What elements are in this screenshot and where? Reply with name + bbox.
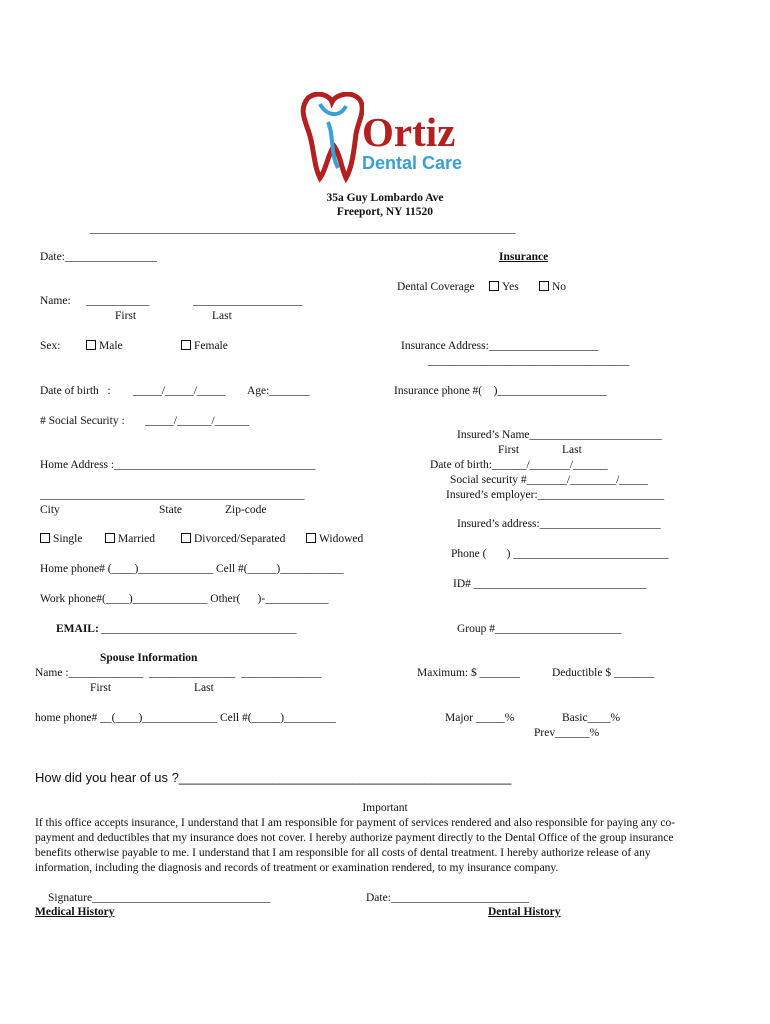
- widowed-option[interactable]: Widowed: [306, 532, 363, 546]
- important-text-line: information, including the diagnosis and records of treatment or examination rendered, to my insurance company.: [35, 862, 559, 874]
- female-checkbox[interactable]: [181, 340, 191, 350]
- coverage-no-checkbox[interactable]: [539, 281, 549, 291]
- spouse-last-caption: Last: [194, 682, 214, 694]
- coverage-yes-option[interactable]: Yes: [489, 280, 519, 294]
- work-phone-field[interactable]: Work phone#(____)_____________ Other( )-___________: [40, 593, 329, 605]
- basic-percent-field[interactable]: Basic____%: [562, 712, 621, 724]
- insured-address-field[interactable]: Insured’s address:_____________________: [457, 518, 661, 530]
- email-label: EMAIL:: [56, 623, 99, 635]
- office-address-line2: Freeport, NY 11520: [336, 206, 434, 218]
- divorced-option[interactable]: Divorced/Separated: [181, 532, 285, 546]
- spouse-name-field[interactable]: Name :_____________ _______________ ______________: [35, 667, 322, 679]
- name-label: Name:: [40, 295, 71, 307]
- female-option[interactable]: Female: [181, 339, 228, 353]
- home-phone-field[interactable]: Home phone# (____)_____________ Cell #(_____)___________: [40, 563, 344, 575]
- dental-history-heading: Dental History: [488, 906, 561, 918]
- referral-field[interactable]: How did you hear of us ?______________________________________________: [35, 770, 512, 785]
- insured-name-field[interactable]: Insured’s Name_______________________: [457, 429, 662, 441]
- insurance-address-line2-field[interactable]: ___________________________________: [428, 355, 630, 367]
- group-number-field[interactable]: Group #______________________: [457, 623, 622, 635]
- dob-field[interactable]: _____/_____/_____: [133, 385, 226, 397]
- medical-history-heading: Medical History: [35, 906, 115, 918]
- dob-label: Date of birth :: [40, 385, 111, 397]
- zip-caption: Zip-code: [225, 504, 267, 516]
- important-text-line: payment and deductibles that my insurance does not cover. I hereby authorize payment directly to the Dental Office of the group insurance: [35, 832, 674, 844]
- prev-percent-field[interactable]: Prev______%: [534, 727, 600, 739]
- last-name-field[interactable]: ___________________: [193, 295, 303, 307]
- ssn-label: # Social Security :: [40, 415, 125, 427]
- single-checkbox[interactable]: [40, 533, 50, 543]
- insurance-phone-field[interactable]: Insurance phone #( )___________________: [394, 385, 607, 397]
- email-field[interactable]: __________________________________: [101, 623, 297, 635]
- home-address-field[interactable]: Home Address :___________________________________: [40, 459, 316, 471]
- married-checkbox[interactable]: [105, 533, 115, 543]
- coverage-no-option[interactable]: No: [539, 280, 566, 294]
- date-field[interactable]: Date:________________: [40, 251, 157, 263]
- maximum-field[interactable]: Maximum: $ _______: [417, 667, 520, 679]
- first-name-caption: First: [115, 310, 137, 322]
- logo-wordmark: Ortiz: [362, 109, 456, 155]
- insured-phone-field[interactable]: Phone ( ) ___________________________: [451, 548, 669, 560]
- state-caption: State: [159, 504, 182, 516]
- insured-last-caption: Last: [562, 444, 582, 456]
- married-option[interactable]: Married: [105, 532, 155, 546]
- last-name-caption: Last: [212, 310, 232, 322]
- insured-dob-field[interactable]: Date of birth:______/_______/______: [430, 459, 608, 471]
- ssn-field[interactable]: _____/______/______: [145, 415, 250, 427]
- divorced-checkbox[interactable]: [181, 533, 191, 543]
- city-caption: City: [40, 504, 60, 516]
- first-name-field[interactable]: ___________: [86, 295, 150, 307]
- insured-first-caption: First: [498, 444, 520, 456]
- insurance-address-field[interactable]: Insurance Address:___________________: [401, 340, 599, 352]
- deductible-field[interactable]: Deductible $ _______: [552, 667, 655, 679]
- signature-date-field[interactable]: Date:________________________: [366, 892, 529, 904]
- insurance-id-field[interactable]: ID# ______________________________: [453, 578, 647, 590]
- header-rule: __________________________________________________________________________: [90, 223, 516, 235]
- major-percent-field[interactable]: Major _____%: [445, 712, 515, 724]
- tooth-icon: [300, 92, 364, 184]
- widowed-checkbox[interactable]: [306, 533, 316, 543]
- address-line2-field[interactable]: ______________________________________________: [40, 489, 305, 501]
- insurance-title: Insurance: [499, 251, 549, 263]
- spouse-phone-field[interactable]: home phone# __(____)_____________ Cell #(_____)_________: [35, 712, 336, 724]
- coverage-yes-checkbox[interactable]: [489, 281, 499, 291]
- important-title: Important: [362, 802, 408, 814]
- insured-employer-field[interactable]: Insured’s employer:______________________: [446, 489, 665, 501]
- office-address-line1: 35a Guy Lombardo Ave: [326, 192, 444, 204]
- spouse-title: Spouse Information: [100, 652, 198, 664]
- spouse-first-caption: First: [90, 682, 112, 694]
- dental-coverage-label: Dental Coverage: [397, 281, 475, 293]
- male-checkbox[interactable]: [86, 340, 96, 350]
- single-option[interactable]: Single: [40, 532, 82, 546]
- age-field[interactable]: Age:_______: [247, 385, 310, 397]
- signature-field[interactable]: Signature_______________________________: [48, 892, 271, 904]
- important-text-line: benefits otherwise payable to me. I understand that I am responsible for all costs of dental treatment. I hereby authorize release of any: [35, 847, 651, 859]
- male-option[interactable]: Male: [86, 339, 123, 353]
- insured-ssn-field[interactable]: Social security #_______/________/_____: [450, 474, 649, 486]
- important-text-line: If this office accepts insurance, I understand that I am responsible for payment of services rendered and also responsible for paying any co-: [35, 817, 676, 829]
- logo-subtitle: Dental Care: [362, 153, 463, 173]
- sex-label: Sex:: [40, 340, 61, 352]
